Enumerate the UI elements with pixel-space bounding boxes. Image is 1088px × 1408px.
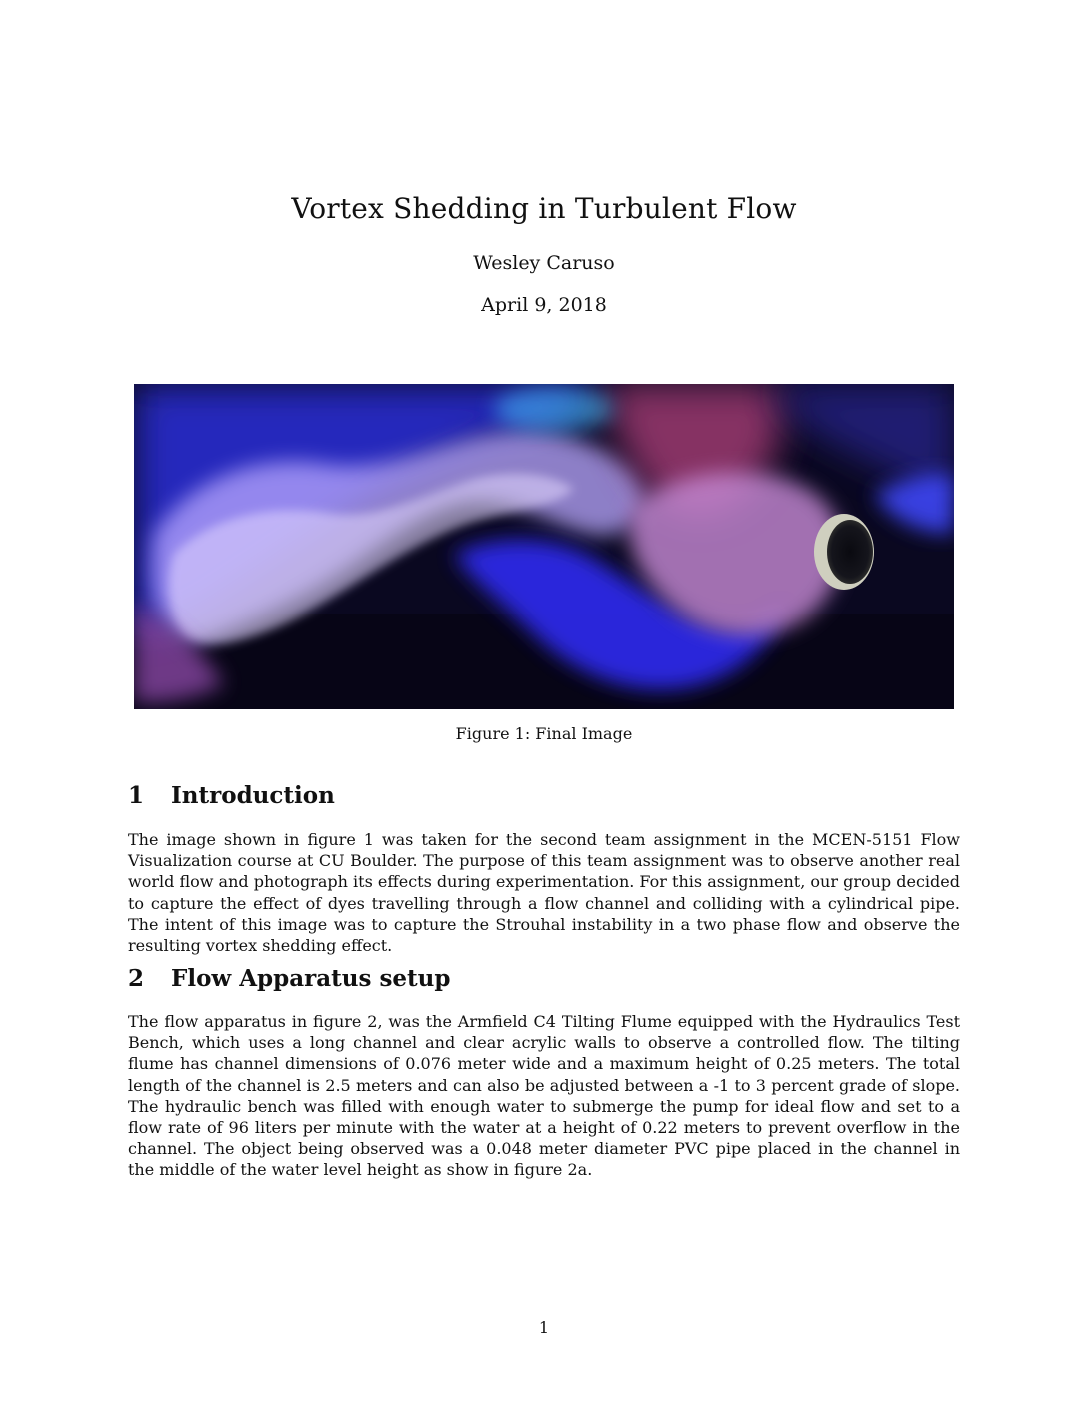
section-heading-flow-apparatus — [128, 965, 450, 992]
section-title: Introduction — [171, 782, 335, 809]
page-number: 1 — [538, 1318, 550, 1337]
introduction-paragraph: The image shown in figure 1 was taken for the second team assignment in the MCEN-5151 Flow Visualization course at CU Boulder. The purpose of this team assignment was to observe another real world flow and photograph its effects during experimentation. For this assignment, our group decided to capture the effect of dyes travelling through a flow channel and colliding with a cylindrical pipe. The intent of this image was to capture the Strouhal instability in a two phase flow and observe the resulting vortex shedding effect. — [128, 830, 960, 956]
cylinder-pipe — [814, 514, 874, 590]
section-title: Flow Apparatus setup — [171, 965, 451, 992]
section-number: 1 — [128, 782, 145, 809]
vortex-shedding-photo — [134, 384, 954, 709]
flow-apparatus-paragraph: The flow apparatus in figure 2, was the Armfield C4 Tilting Flume equipped with the Hydraulics Test Bench, which uses a long channel and clear acrylic walls to observe a controlled flow. The tilting flume has channel dimensions of 0.076 meter wide and a maximum height of 0.25 meters. The total length of the channel is 2.5 meters and can also be adjusted between a -1 to 3 percent grade of slope. The hydraulic bench was filled with enough water to submerge the pump for ideal flow and set to a flow rate of 96 liters per minute with the water at a height of 0.22 meters to prevent overflow in the channel. The object being observed was a 0.048 meter diameter PVC pipe placed in the channel in the middle of the water level height as show in figure 2a. — [128, 1012, 960, 1180]
section-number: 2 — [128, 965, 145, 992]
author-name: Wesley Caruso — [473, 252, 615, 274]
paper-date: April 9, 2018 — [481, 294, 607, 316]
section-heading-introduction — [128, 782, 335, 809]
figure-caption: Figure 1: Final Image — [455, 724, 633, 743]
paper-title: Vortex Shedding in Turbulent Flow — [291, 192, 797, 225]
